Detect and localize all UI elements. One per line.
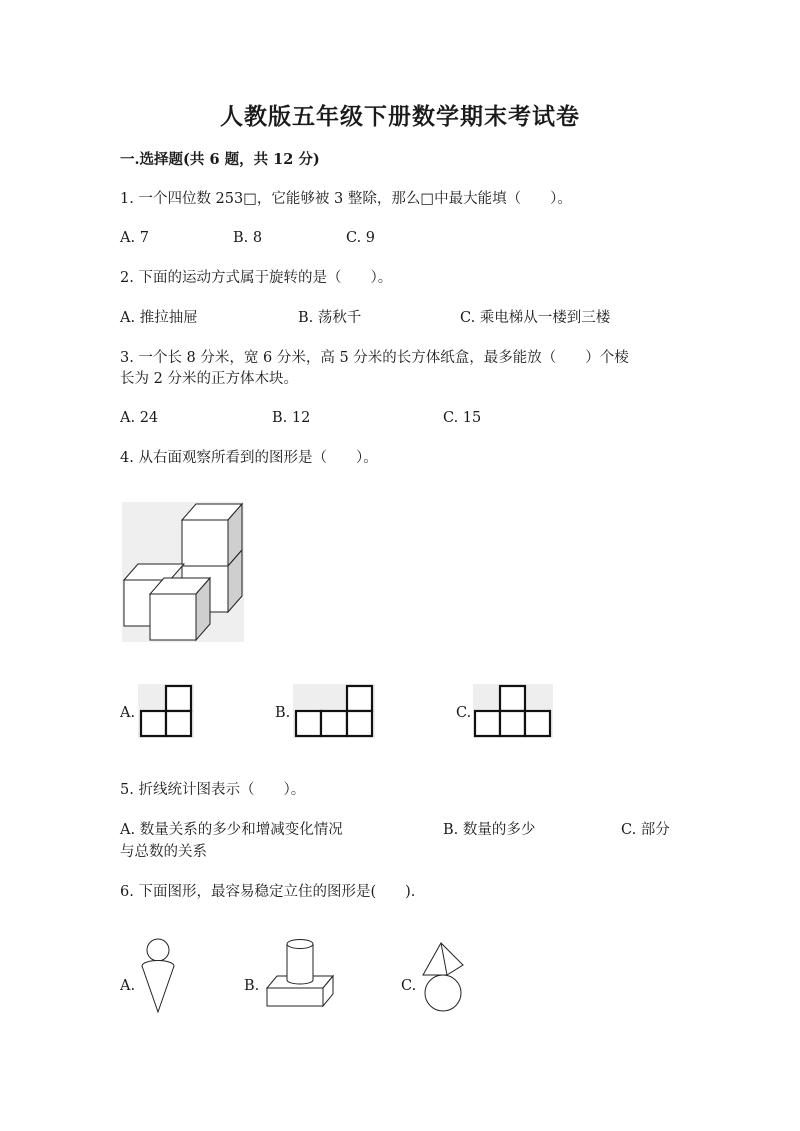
question-5-option-c-continued: 与总数的关系 <box>120 844 207 860</box>
question-4-option-c-figure[interactable] <box>473 684 553 738</box>
question-2-option-c[interactable]: C. 乘电梯从一楼到三楼 <box>460 310 611 326</box>
question-5-option-b[interactable]: B. 数量的多少 <box>443 822 536 838</box>
question-3-option-c[interactable]: C. 15 <box>443 410 482 426</box>
question-4-option-b[interactable]: B. <box>275 705 291 721</box>
question-6-stem: 6. 下面图形，最容易稳定立住的图形是( ). <box>120 884 416 900</box>
question-4-stem: 4. 从右面观察所看到的图形是（ ）。 <box>120 450 378 466</box>
question-2-option-a[interactable]: A. 推拉抽屉 <box>120 310 198 326</box>
question-2-stem: 2. 下面的运动方式属于旋转的是（ ）。 <box>120 270 393 286</box>
cube-stack-figure <box>122 502 244 642</box>
question-1-option-a[interactable]: A. 7 <box>120 230 149 246</box>
question-6-option-b[interactable]: B. <box>244 978 260 994</box>
question-4-option-b-figure[interactable] <box>293 684 375 738</box>
question-5-option-a[interactable]: A. 数量关系的多少和增减变化情况 <box>120 822 343 838</box>
question-3-stem-line2: 长为 2 分米的正方体木块。 <box>120 371 298 387</box>
section-heading: 一.选择题(共 6 题，共 12 分) <box>120 151 320 168</box>
cylinder-on-block-figure[interactable] <box>265 936 335 1010</box>
page-title: 人教版五年级下册数学期末考试卷 <box>220 103 580 130</box>
question-4-option-a-figure[interactable] <box>138 684 194 738</box>
cone-with-ball-figure[interactable] <box>140 938 176 1014</box>
question-5-option-c[interactable]: C. 部分 <box>621 822 670 838</box>
question-1-option-b[interactable]: B. 8 <box>233 230 263 246</box>
question-1-stem: 1. 一个四位数 253□，它能够被 3 整除，那么□中最大能填（ ）。 <box>120 191 572 207</box>
question-5-stem: 5. 折线统计图表示（ ）。 <box>120 782 306 798</box>
question-3-stem-line1: 3. 一个长 8 分米，宽 6 分米，高 5 分米的长方体纸盒，最多能放（ ）个棱 <box>120 350 629 366</box>
question-4-option-a[interactable]: A. <box>120 705 136 721</box>
pyramid-on-ball-figure[interactable] <box>419 941 469 1013</box>
question-3-option-a[interactable]: A. 24 <box>120 410 159 426</box>
question-2-option-b[interactable]: B. 荡秋千 <box>298 310 362 326</box>
question-6-option-a[interactable]: A. <box>120 978 136 994</box>
question-1-option-c[interactable]: C. 9 <box>346 230 376 246</box>
question-4-option-c[interactable]: C. <box>456 705 472 721</box>
question-6-option-c[interactable]: C. <box>401 978 417 994</box>
question-3-option-b[interactable]: B. 12 <box>272 410 311 426</box>
